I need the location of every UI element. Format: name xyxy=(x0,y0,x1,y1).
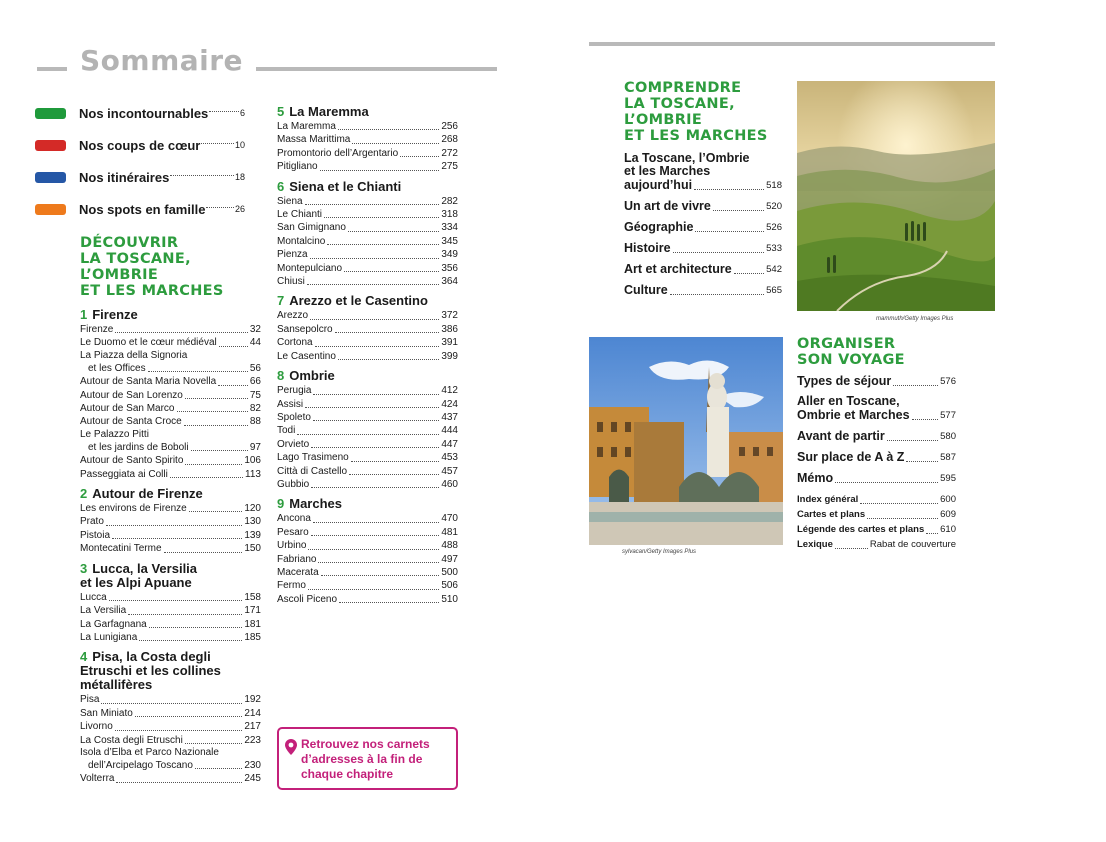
toc-entry[interactable]: Assisi 424 xyxy=(277,398,458,410)
toc-entry[interactable]: Le Casentino 399 xyxy=(277,350,458,362)
section-title: Autour de Firenze xyxy=(92,486,203,502)
blue-tab-marker xyxy=(35,172,66,183)
toc-entry[interactable]: Histoire 533 xyxy=(624,241,782,255)
toc-entry[interactable]: Montalcino 345 xyxy=(277,235,458,247)
red-tab-marker xyxy=(35,140,66,151)
tab-incontournables[interactable]: Nos incontournables 6 xyxy=(35,105,245,121)
toc-entry[interactable]: San Miniato 214 xyxy=(80,707,261,719)
toc-entry[interactable]: Orvieto 447 xyxy=(277,438,458,450)
toc-entry[interactable]: Lexique Rabat de couverture xyxy=(797,539,956,550)
section-title-line: et les Alpi Apuane xyxy=(80,574,192,590)
toc-entry[interactable]: Città di Castello 457 xyxy=(277,465,458,477)
header-rule-right xyxy=(589,42,995,46)
header-rule-left xyxy=(37,67,67,71)
toc-entry[interactable]: Autour de Santa Croce 88 xyxy=(80,416,261,428)
toc-entry[interactable]: Livorno 217 xyxy=(80,721,261,733)
toc-entry[interactable]: Aller en Toscane, Ombrie et Marches 577 xyxy=(797,394,956,422)
toc-column-left xyxy=(80,302,261,786)
toc-entry[interactable]: Types de séjour 576 xyxy=(797,374,956,388)
toc-entry[interactable]: Ancona 470 xyxy=(277,513,458,525)
toc-entry[interactable]: La Maremma 256 xyxy=(277,121,458,132)
toc-entry[interactable]: Isola d’Elba et Parco Nazionale dell’Arcipelago Toscano 230 xyxy=(80,746,261,771)
toc-entry[interactable]: Sansepolcro 386 xyxy=(277,323,458,335)
section-heading xyxy=(277,180,458,194)
landscape-photo-credit: mammuth/Getty Images Plus xyxy=(876,316,954,322)
toc-entry[interactable]: Pitigliano 275 xyxy=(277,161,458,173)
section-title-line: Etruschi et les collines xyxy=(80,663,221,679)
toc-entry[interactable]: Spoleto 437 xyxy=(277,411,458,423)
toc-entry[interactable]: La Lunigiana 185 xyxy=(80,631,261,643)
toc-entry[interactable]: La Versilia 171 xyxy=(80,605,261,617)
tuscany-landscape-photo xyxy=(797,81,995,311)
organise-title: ORGANISER SON VOYAGE xyxy=(797,336,905,368)
section-title: Siena et le Chianti xyxy=(289,178,402,194)
section-title: Pisa, la Costa degli xyxy=(92,649,211,665)
section-number: 6 xyxy=(277,178,285,194)
toc-entry[interactable]: Un art de vivre 520 xyxy=(624,199,782,213)
toc-entry[interactable]: La Garfagnana 181 xyxy=(80,618,261,630)
tab-coups-de-coeur[interactable]: Nos coups de cœur 10 xyxy=(35,137,245,153)
toc-entry[interactable]: Cartes et plans 609 xyxy=(797,509,956,520)
section-number: 2 xyxy=(80,486,88,502)
header-rule-middle xyxy=(256,67,497,71)
toc-entry[interactable]: Culture 565 xyxy=(624,283,782,297)
toc-entry[interactable]: Autour de Santa Maria Novella 66 xyxy=(80,376,261,388)
toc-entry[interactable]: Art et architecture 542 xyxy=(624,262,782,276)
highlight-tabs xyxy=(35,105,245,233)
section-number: 1 xyxy=(80,307,88,322)
understand-list xyxy=(624,152,782,304)
toc-entry[interactable]: Pistoia 139 xyxy=(80,529,261,541)
toc-entry[interactable]: Montepulciano 356 xyxy=(277,262,458,274)
toc-entry[interactable]: Todi 444 xyxy=(277,425,458,437)
section-title-line: métallifères xyxy=(80,677,153,693)
discover-title: DÉCOUVRIR LA TOSCANE, L’OMBRIE ET LES MARCHES xyxy=(80,235,224,299)
toc-entry[interactable]: Arezzo 372 xyxy=(277,310,458,322)
toc-entry[interactable]: Montecatini Terme 150 xyxy=(80,543,261,555)
toc-entry[interactable]: Chiusi 364 xyxy=(277,276,458,288)
tab-spots-famille[interactable]: Nos spots en famille 26 xyxy=(35,201,245,217)
green-tab-marker xyxy=(35,108,66,119)
section-title: Marches xyxy=(289,496,342,512)
toc-entry[interactable]: Index général 600 xyxy=(797,494,956,505)
toc-entry[interactable]: Le Duomo et le cœur médiéval 44 xyxy=(80,337,261,349)
toc-entry[interactable]: Sur place de A à Z 587 xyxy=(797,450,956,464)
orange-tab-marker xyxy=(35,204,66,215)
toc-entry[interactable]: Fermo 506 xyxy=(277,580,458,592)
address-callout xyxy=(277,727,458,790)
toc-column-middle xyxy=(277,99,458,606)
toc-entry[interactable]: Massa Marittima 268 xyxy=(277,134,458,146)
toc-entry[interactable]: Macerata 500 xyxy=(277,566,458,578)
toc-entry[interactable]: Avant de partir 580 xyxy=(797,429,956,443)
section-title: Arezzo et le Casentino xyxy=(289,293,428,309)
section-title: Firenze xyxy=(92,307,138,322)
toc-entry[interactable]: Gubbio 460 xyxy=(277,478,458,490)
toc-entry[interactable]: Passeggiata ai Colli 113 xyxy=(80,468,261,480)
section-number: 8 xyxy=(277,368,285,384)
toc-entry[interactable]: Mémo 595 xyxy=(797,471,956,485)
section-heading xyxy=(277,105,458,119)
toc-entry[interactable]: San Gimignano 334 xyxy=(277,222,458,234)
section-heading xyxy=(277,497,458,511)
section-heading xyxy=(277,369,458,383)
toc-entry[interactable]: Perugia 412 xyxy=(277,385,458,397)
toc-entry[interactable]: Ascoli Piceno 510 xyxy=(277,593,458,605)
map-pin-icon xyxy=(285,739,297,755)
toc-entry[interactable]: Pisa 192 xyxy=(80,694,261,706)
section-title: Ombrie xyxy=(289,368,335,384)
section-heading xyxy=(80,650,261,692)
toc-entry[interactable]: Volterra 245 xyxy=(80,773,261,785)
understand-title: COMPRENDRE LA TOSCANE, L’OMBRIE ET LES MARCHES xyxy=(624,80,768,144)
toc-entry[interactable]: Le Chianti 318 xyxy=(277,209,458,221)
section-heading xyxy=(80,562,261,590)
toc-entry[interactable]: Autour de Santo Spirito 106 xyxy=(80,455,261,467)
organise-list xyxy=(797,374,956,492)
section-number: 3 xyxy=(80,560,88,576)
toc-entry[interactable]: La Piazza della Signoria et les Offices 56 xyxy=(80,349,261,374)
section-number: 4 xyxy=(80,649,88,665)
toc-entry[interactable]: Lago Trasimeno 453 xyxy=(277,452,458,464)
toc-entry[interactable]: Lucca 158 xyxy=(80,591,261,603)
toc-entry[interactable]: Légende des cartes et plans 610 xyxy=(797,524,956,535)
toc-entry[interactable]: Cortona 391 xyxy=(277,337,458,349)
toc-entry[interactable]: Les environs de Firenze 120 xyxy=(80,503,261,515)
section-heading xyxy=(277,294,458,308)
section-heading xyxy=(80,487,261,501)
toc-entry[interactable]: La Costa degli Etruschi 223 xyxy=(80,734,261,746)
fountain-of-neptune-photo xyxy=(589,337,783,545)
tab-itineraires[interactable]: Nos itinéraires 18 xyxy=(35,169,245,185)
toc-entry[interactable]: Urbino 488 xyxy=(277,540,458,552)
section-number: 5 xyxy=(277,104,285,119)
toc-entry[interactable]: Autour de San Marco 82 xyxy=(80,403,261,415)
toc-entry[interactable]: Firenze 32 xyxy=(80,324,261,335)
page-title: Sommaire xyxy=(80,44,244,77)
toc-entry[interactable]: Promontorio dell’Argentario 272 xyxy=(277,147,458,159)
section-number: 9 xyxy=(277,496,285,512)
toc-entry[interactable]: Pesaro 481 xyxy=(277,526,458,538)
toc-entry[interactable]: Autour de San Lorenzo 75 xyxy=(80,389,261,401)
toc-entry[interactable]: Siena 282 xyxy=(277,195,458,207)
toc-entry[interactable]: Fabriano 497 xyxy=(277,553,458,565)
toc-entry[interactable]: Pienza 349 xyxy=(277,249,458,261)
toc-entry[interactable]: Le Palazzo Pitti et les jardins de Boboli 97 xyxy=(80,428,261,453)
fountain-photo-credit: sylvacan/Getty Images Plus xyxy=(622,549,697,555)
organise-small-list xyxy=(797,492,956,552)
section-title: La Maremma xyxy=(289,104,369,119)
toc-entry[interactable]: Prato 130 xyxy=(80,516,261,528)
section-number: 7 xyxy=(277,293,285,309)
section-title: Lucca, la Versilia xyxy=(92,560,198,576)
callout-text: Retrouvez nos carnets d’adresses à la fin de chaque chapitre xyxy=(301,737,430,781)
toc-entry[interactable]: La Toscane, l’Ombrie et les Marches aujourd’hui 518 xyxy=(624,151,782,192)
section-heading xyxy=(80,308,261,322)
toc-entry[interactable]: Géographie 526 xyxy=(624,220,782,234)
